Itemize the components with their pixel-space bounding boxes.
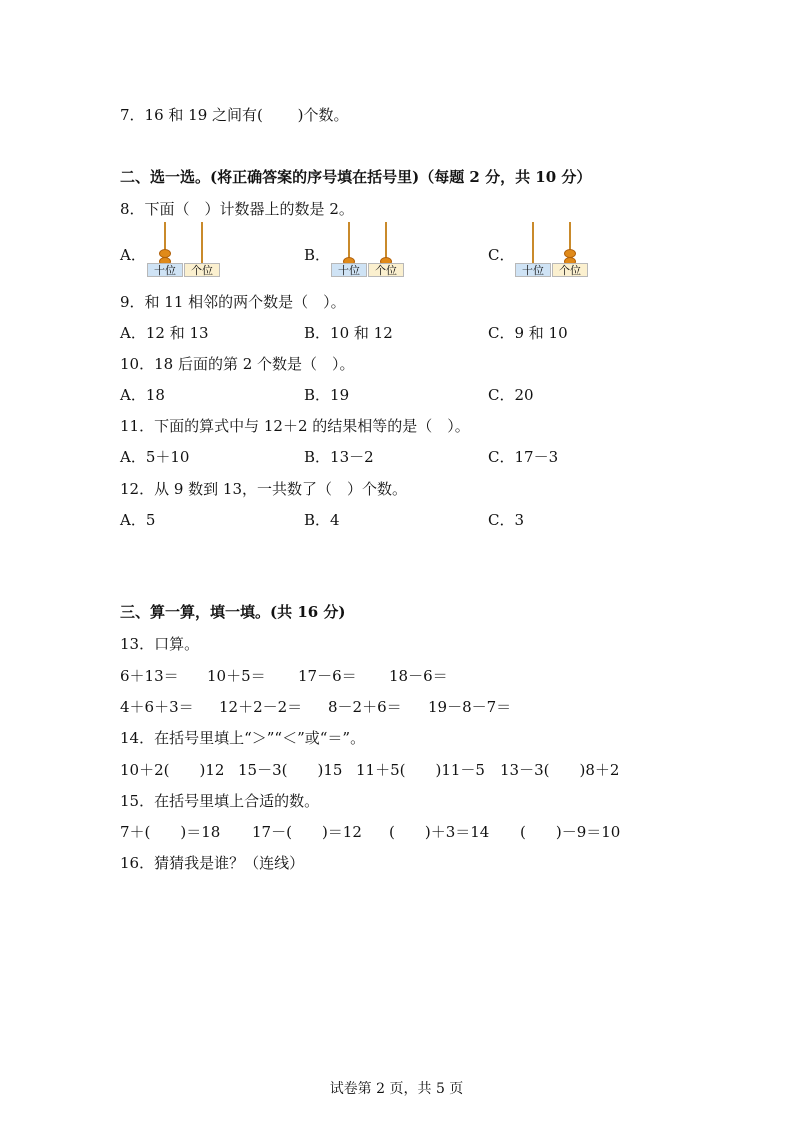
q14-item: 13－3( )8＋2 [500, 761, 620, 779]
q13-item: 18－6＝ [389, 667, 448, 685]
q13-item: 19－8－7＝ [428, 698, 512, 716]
q8-option-a-label: A． [120, 246, 146, 264]
q10-option-b: B．19 [304, 386, 350, 404]
q10-option-a: A．18 [120, 386, 165, 404]
q13-item: 12＋2－2＝ [219, 698, 303, 716]
abacus-a [147, 222, 223, 280]
q13-item: 17－6＝ [298, 667, 357, 685]
q13-item: 4＋6＋3＝ [120, 698, 194, 716]
question-9-stem: 9．和 11 相邻的两个数是（ ）。 [120, 293, 346, 311]
q12-option-a: A．5 [120, 511, 156, 529]
abacus-b [331, 222, 407, 280]
question-13-stem: 13．口算。 [120, 635, 200, 653]
question-8-stem: 8．下面（ ）计数器上的数是 2。 [120, 200, 354, 218]
q13-item: 6＋13＝ [120, 667, 179, 685]
tens-label: 十位 [147, 263, 183, 277]
question-14-stem: 14．在括号里填上“＞”“＜”或“＝”。 [120, 729, 366, 747]
q9-option-c: C．9 和 10 [488, 324, 568, 342]
q11-option-b: B．13－2 [304, 448, 374, 466]
q14-item: 10＋2( )12 [120, 761, 225, 779]
page-footer: 试卷第 2 页，共 5 页 [329, 1081, 464, 1097]
tens-label: 十位 [331, 263, 367, 277]
q12-option-b: B．4 [304, 511, 340, 529]
q8-option-b-label: B． [304, 246, 331, 264]
question-12-stem: 12．从 9 数到 13，一共数了（ ）个数。 [120, 480, 408, 498]
q15-item: ( )－9＝10 [520, 823, 621, 841]
section-2-heading: 二、选一选。(将正确答案的序号填在括号里)（每题 2 分，共 10 分） [120, 168, 592, 186]
abacus-c [515, 222, 591, 280]
q9-option-a: A．12 和 13 [120, 324, 209, 342]
tens-label: 十位 [515, 263, 551, 277]
q13-item: 10＋5＝ [207, 667, 266, 685]
question-15-stem: 15．在括号里填上合适的数。 [120, 792, 320, 810]
q14-item: 11＋5( )11－5 [356, 761, 485, 779]
question-7: 7．16 和 19 之间有( )个数。 [120, 106, 349, 124]
q13-item: 8－2＋6＝ [328, 698, 402, 716]
ones-label: 个位 [368, 263, 404, 277]
question-16-stem: 16．猜猜我是谁？（连线） [120, 854, 305, 872]
ones-label: 个位 [552, 263, 588, 277]
q8-option-c-label: C． [488, 246, 515, 264]
ones-label: 个位 [184, 263, 220, 277]
question-10-stem: 10．18 后面的第 2 个数是（ ）。 [120, 355, 355, 373]
q15-item: 17－( )＝12 [252, 823, 362, 841]
section-3-heading: 三、算一算，填一填。(共 16 分) [120, 603, 346, 621]
q9-option-b: B．10 和 12 [304, 324, 393, 342]
q10-option-c: C．20 [488, 386, 534, 404]
q11-option-c: C．17－3 [488, 448, 559, 466]
q11-option-a: A．5＋10 [120, 448, 190, 466]
q15-item: ( )＋3＝14 [389, 823, 490, 841]
q12-option-c: C．3 [488, 511, 525, 529]
question-11-stem: 11．下面的算式中与 12＋2 的结果相等的是（ ）。 [120, 417, 470, 435]
q14-item: 15－3( )15 [238, 761, 343, 779]
q15-item: 7＋( )＝18 [120, 823, 221, 841]
